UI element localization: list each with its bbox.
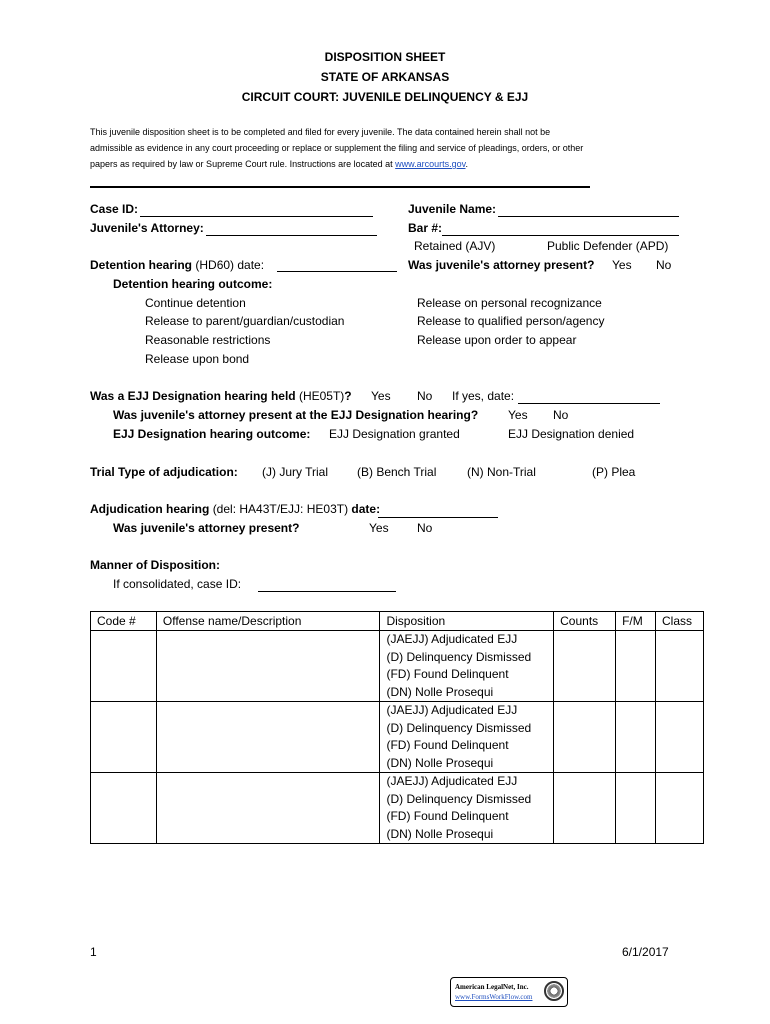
adjudication-label [90, 502, 380, 516]
counts-cell[interactable] [554, 773, 616, 844]
fm-cell[interactable] [616, 631, 656, 702]
col-header-disposition: Disposition [380, 612, 554, 631]
juvenile-name-field[interactable] [498, 215, 679, 217]
col-header-class: Class [656, 612, 704, 631]
detention-option[interactable]: Release to qualified person/agency [417, 314, 605, 328]
form-date: 6/1/2017 [622, 945, 669, 959]
logo-url: www.FormsWorkFlow.com [455, 993, 533, 1001]
adjudication-label-normal: (del: HA43T/EJJ: HE03T) [212, 502, 349, 516]
adjudication-no[interactable]: No [417, 521, 433, 535]
ejj-granted-option[interactable]: EJJ Designation granted [329, 427, 460, 441]
ejj-outcome-label: EJJ Designation hearing outcome: [113, 427, 311, 441]
ejj-attorney-present: Was juvenile's attorney present at the EJJ Designation hearing? [113, 408, 479, 422]
detention-option[interactable]: Reasonable restrictions [145, 333, 271, 347]
col-header-offense: Offense name/Description [156, 612, 380, 631]
class-cell[interactable] [656, 773, 704, 844]
juvenile-name-label: Juvenile Name: [408, 202, 497, 216]
manner-of-disposition-label: Manner of Disposition: [90, 558, 220, 572]
adjudication-yes[interactable]: Yes [369, 521, 389, 535]
ejj-held-bold: Was a EJJ Designation hearing held [90, 389, 296, 403]
detention-option[interactable]: Release on personal recognizance [417, 296, 602, 310]
table-header-row [91, 612, 704, 631]
table-row [91, 773, 704, 844]
table-row [91, 702, 704, 773]
detention-outcome-label: Detention hearing outcome: [113, 277, 273, 291]
logo-company-name: American LegalNet, Inc. [455, 983, 529, 991]
disposition-cell [380, 773, 554, 844]
disposition-option[interactable]: (JAEJJ) Adjudicated EJJ [386, 703, 518, 717]
retained-option[interactable]: Retained (AJV) [414, 239, 496, 253]
ejj-held-no[interactable]: No [417, 389, 433, 403]
detention-option[interactable]: Release upon bond [145, 352, 250, 366]
seal-icon [544, 981, 564, 1001]
disposition-option[interactable]: (FD) Found Delinquent [386, 738, 509, 752]
trial-type-label: Trial Type of adjudication: [90, 465, 238, 479]
code-cell[interactable] [91, 631, 157, 702]
offense-cell[interactable] [156, 702, 380, 773]
disposition-option[interactable]: (FD) Found Delinquent [386, 809, 509, 823]
title-line-2: STATE OF ARKANSAS [320, 70, 450, 84]
disposition-cell [380, 702, 554, 773]
ejj-held-code: (HE05T) [298, 389, 345, 403]
adjudication-date-label: date: [351, 502, 381, 516]
class-cell[interactable] [656, 631, 704, 702]
code-cell[interactable] [91, 702, 157, 773]
detention-option[interactable]: Continue detention [145, 296, 246, 310]
ejj-held-label [90, 389, 352, 403]
counts-cell[interactable] [554, 702, 616, 773]
public-defender-option[interactable]: Public Defender (APD) [547, 239, 669, 253]
code-cell[interactable] [91, 773, 157, 844]
ejj-held-q: ? [344, 389, 352, 403]
intro-divider [90, 186, 590, 188]
ejj-date-field[interactable] [518, 402, 660, 404]
detention-option[interactable]: Release to parent/guardian/custodian [145, 314, 345, 328]
ejj-attorney-yes[interactable]: Yes [508, 408, 528, 422]
bar-field[interactable] [442, 234, 679, 236]
title-line-3: CIRCUIT COURT: JUVENILE DELINQUENCY & EJJ [241, 90, 529, 104]
detention-label-normal: (HD60) date: [195, 258, 265, 272]
detention-yes[interactable]: Yes [612, 258, 632, 272]
offense-table [90, 611, 704, 844]
consolidated-case-id-field[interactable] [258, 590, 396, 592]
intro-paragraph [90, 124, 590, 172]
detention-option[interactable]: Release upon order to appear [417, 333, 577, 347]
case-id-label: Case ID: [90, 202, 139, 216]
adjudication-label-bold: Adjudication hearing [90, 502, 210, 516]
title-line-1: DISPOSITION SHEET [324, 50, 446, 64]
disposition-option[interactable]: (DN) Nolle Prosequi [386, 684, 494, 699]
ejj-held-yes[interactable]: Yes [371, 389, 391, 403]
detention-hearing-label [90, 258, 264, 272]
disposition-option[interactable]: (D) Delinquency Dismissed [386, 791, 532, 806]
disposition-option[interactable]: (JAEJJ) Adjudicated EJJ [386, 632, 518, 646]
attorney-field[interactable] [206, 234, 377, 236]
consolidated-label: If consolidated, case ID: [113, 577, 242, 591]
table-row [91, 631, 704, 702]
trial-option-jury[interactable]: (J) Jury Trial [262, 465, 328, 479]
american-legalnet-logo[interactable] [450, 977, 568, 1007]
fm-cell[interactable] [616, 702, 656, 773]
adjudication-date-field[interactable] [378, 516, 498, 518]
trial-option-plea[interactable]: (P) Plea [592, 465, 636, 479]
detention-attorney-present: Was juvenile's attorney present? [408, 258, 595, 272]
detention-label-bold: Detention hearing [90, 258, 193, 272]
disposition-option[interactable]: (D) Delinquency Dismissed [386, 720, 532, 735]
counts-cell[interactable] [554, 631, 616, 702]
attorney-label: Juvenile's Attorney: [90, 221, 204, 235]
intro-end: . [465, 159, 469, 169]
disposition-option[interactable]: (JAEJJ) Adjudicated EJJ [386, 774, 518, 788]
intro-text: This juvenile disposition sheet is to be completed and filed for every juvenile. The data contained herein shall not be admissible as evidence in any court proceeding or replace or supplement the filing and service of pleadings, orders, or other papers as required by law or Supreme Court rule. Instructions are located at [90, 127, 584, 169]
trial-option-bench[interactable]: (B) Bench Trial [357, 465, 437, 479]
ejj-denied-option[interactable]: EJJ Designation denied [508, 427, 635, 441]
ejj-if-yes-label: If yes, date: [452, 389, 515, 403]
adjudication-attorney-present: Was juvenile's attorney present? [113, 521, 300, 535]
fm-cell[interactable] [616, 773, 656, 844]
ejj-attorney-no[interactable]: No [553, 408, 569, 422]
disposition-option[interactable]: (D) Delinquency Dismissed [386, 649, 532, 664]
arcourts-link[interactable]: www.arcourts.gov [395, 159, 466, 169]
bar-label: Bar #: [408, 221, 443, 235]
case-id-field[interactable] [140, 215, 373, 217]
trial-option-non-trial[interactable]: (N) Non-Trial [467, 465, 536, 479]
col-header-counts: Counts [554, 612, 616, 631]
col-header-fm: F/M [616, 612, 656, 631]
class-cell[interactable] [656, 702, 704, 773]
offense-cell[interactable] [156, 631, 380, 702]
disposition-option[interactable]: (DN) Nolle Prosequi [386, 755, 494, 770]
disposition-option[interactable]: (FD) Found Delinquent [386, 667, 509, 681]
disposition-cell [380, 631, 554, 702]
disposition-option[interactable]: (DN) Nolle Prosequi [386, 826, 494, 841]
offense-cell[interactable] [156, 773, 380, 844]
detention-no[interactable]: No [656, 258, 672, 272]
col-header-code: Code # [91, 612, 157, 631]
page-number: 1 [90, 945, 97, 959]
detention-date-field[interactable] [277, 270, 397, 272]
